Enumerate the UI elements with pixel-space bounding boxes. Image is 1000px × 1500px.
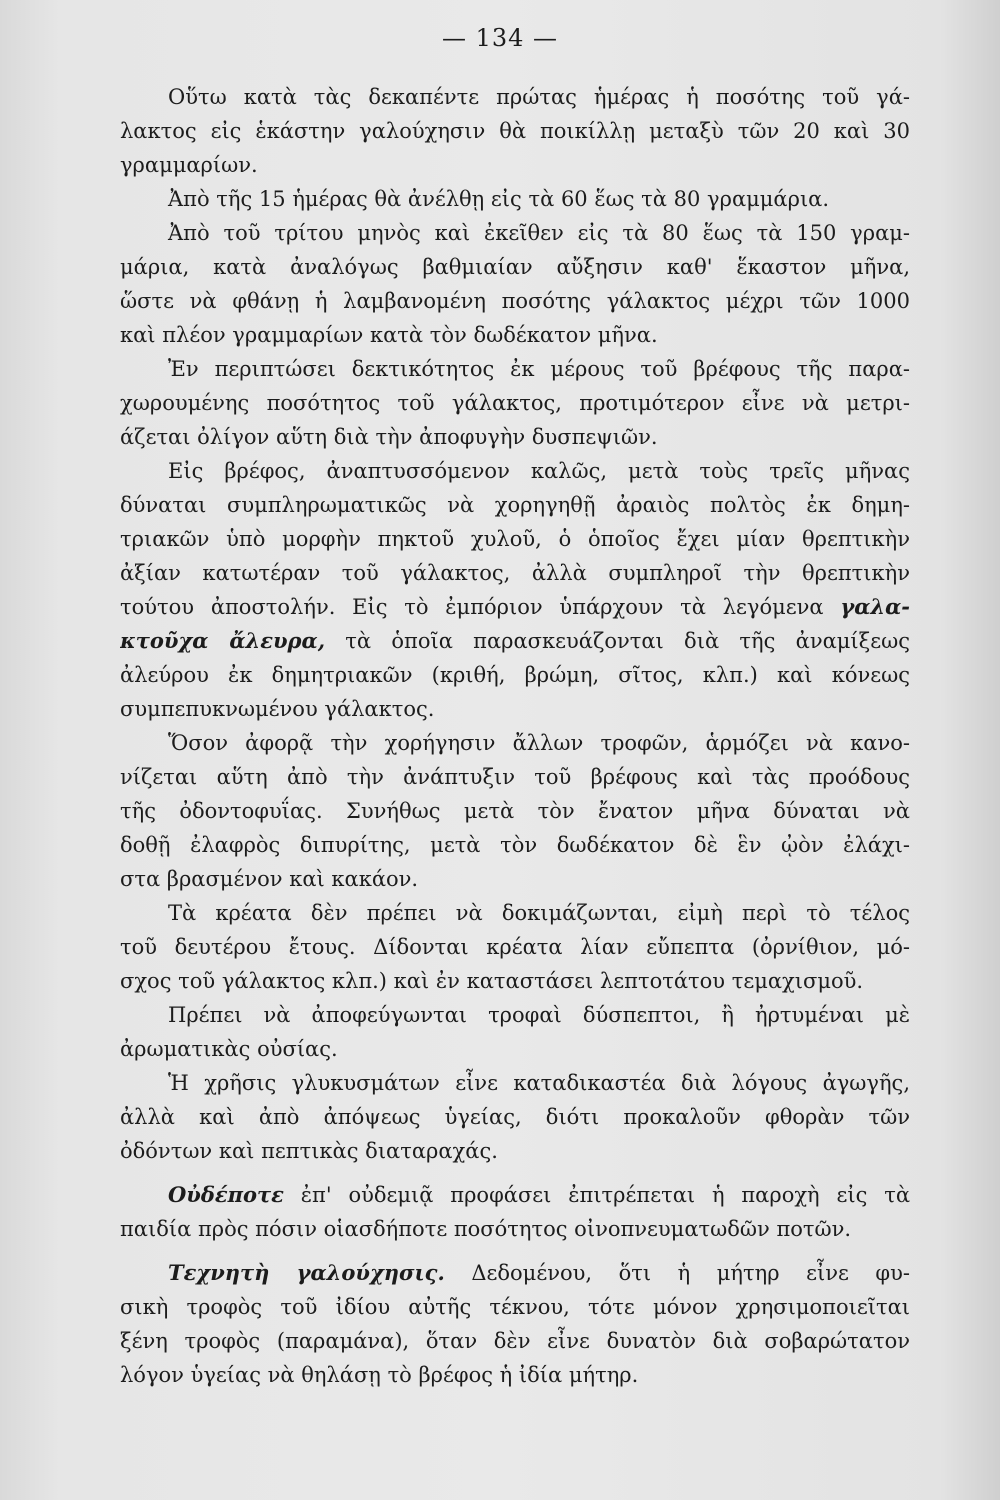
text-line: νίζεται αὕτη ἀπὸ τὴν ἀνάπτυξιν τοῦ βρέφους καὶ τὰς προόδους (120, 765, 910, 789)
text-span: τὰ ὁποῖα παρασκευάζονται διὰ τῆς ἀναμίξεως (325, 629, 910, 653)
text-line: λόγον ὑγείας νὰ θηλάσῃ τὸ βρέφος ἡ ἰδία μήτηρ. (120, 1363, 639, 1387)
text-line: Ἡ χρῆσις γλυκυσμάτων εἶνε καταδικαστέα διὰ λόγους ἀγωγῆς, (168, 1071, 910, 1095)
text-line: Εἰς βρέφος, ἀναπτυσσόμενον καλῶς, μετὰ τοὺς τρεῖς μῆνας (168, 459, 910, 483)
paragraph-gap (120, 1168, 910, 1178)
text-line: Ἀπὸ τῆς 15 ἡμέρας θὰ ἀνέλθῃ εἰς τὰ 60 ἕως τὰ 80 γραμμάρια. (168, 187, 830, 211)
text-line: τριακῶν ὑπὸ μορφὴν πηκτοῦ χυλοῦ, ὁ ὁποῖος ἔχει μίαν θρεπτικὴν (120, 527, 910, 551)
text-line (120, 1178, 910, 1212)
body-text (120, 80, 910, 1392)
text-line: Ὅσον ἀφορᾷ τὴν χορήγησιν ἄλλων τροφῶν, ἁρμόζει νὰ κανο- (168, 731, 910, 755)
text-line: ἀλεύρου ἐκ δημητριακῶν (κριθή, βρώμη, σῖτος, κλπ.) καὶ κόνεως (120, 663, 910, 687)
page-number: — 134 — (441, 24, 559, 52)
text-line: Τὰ κρέατα δὲν πρέπει νὰ δοκιμάζωνται, εἰμὴ περὶ τὸ τέλος (168, 901, 910, 925)
emphasized-term: γαλα- (840, 594, 910, 619)
text-line: ξένη τροφὸς (παραμάνα), ὅταν δὲν εἶνε δυνατὸν διὰ σοβαρώτατον (120, 1329, 910, 1353)
text-line: σικὴ τροφὸς τοῦ ἰδίου αὐτῆς τέκνου, τότε μόνον χρησιμοποιεῖται (120, 1295, 910, 1319)
text-line: ἀξίαν κατωτέραν τοῦ γάλακτος, ἀλλὰ συμπληροῖ τὴν θρεπτικὴν (120, 561, 910, 585)
text-line: γραμμαρίων. (120, 153, 258, 177)
text-line: Πρέπει νὰ ἀποφεύγωνται τροφαὶ δύσπεπτοι, ἢ ἠρτυμέναι μὲ (168, 1003, 910, 1027)
text-line: τῆς ὀδοντοφυΐας. Συνήθως μετὰ τὸν ἔνατον μῆνα δύναται νὰ (120, 799, 910, 823)
text-line: ἀλλὰ καὶ ἀπὸ ἀπόψεως ὑγείας, διότι προκαλοῦν φθορὰν τῶν (120, 1105, 910, 1129)
text-span: Δεδομένου, ὅτι ἡ μήτηρ εἶνε φυ- (444, 1261, 910, 1285)
text-line: ὀδόντων καὶ πεπτικὰς διαταραχάς. (120, 1139, 498, 1163)
text-line: ἀρωματικὰς οὐσίας. (120, 1037, 338, 1061)
text-line: τοῦ δευτέρου ἔτους. Δίδονται κρέατα λίαν εὔπεπτα (ὀρνίθιον, μό- (120, 935, 910, 959)
text-line: άζεται ὀλίγον αὕτη διὰ τὴν ἀποφυγὴν δυσπεψιῶν. (120, 425, 658, 449)
text-line: χωρουμένης ποσότητος τοῦ γάλακτος, προτιμότερον εἶνε νὰ μετρι- (120, 391, 910, 415)
text-line: στα βρασμένον καὶ κακάον. (120, 867, 419, 891)
emphasized-term: κτοῦχα ἄλευρα, (120, 628, 325, 653)
text-line: σχος τοῦ γάλακτος κλπ.) καὶ ἐν καταστάσει λεπτοτάτου τεμαχισμοῦ. (120, 969, 864, 993)
emphasized-term: Οὐδέποτε (168, 1182, 284, 1207)
text-span: ἐπ' οὐδεμιᾷ προφάσει ἐπιτρέπεται ἡ παροχὴ εἰς τὰ (283, 1183, 910, 1207)
text-line (120, 1256, 910, 1290)
text-line: δοθῇ ἐλαφρὸς διπυρίτης, μετὰ τὸν δωδέκατον δὲ ἓν ᾠὸν ἐλάχι- (120, 833, 910, 857)
text-line: μάρια, κατὰ ἀναλόγως βαθμιαίαν αὔξησιν καθ' ἕκαστον μῆνα, (120, 255, 910, 279)
text-line: Ἐν περιπτώσει δεκτικότητος ἐκ μέρους τοῦ βρέφους τῆς παρα- (168, 357, 910, 381)
paragraph-gap (120, 1246, 910, 1256)
text-line: καὶ πλέον γραμμαρίων κατὰ τὸν δωδέκατον μῆνα. (120, 323, 658, 347)
text-line: συμπεπυκνωμένου γάλακτος. (120, 697, 435, 721)
text-span: τούτου ἀποστολήν. Εἰς τὸ ἐμπόριον ὑπάρχουν τὰ λεγόμενα (120, 595, 841, 619)
text-line (120, 590, 910, 624)
text-line: λακτος εἰς ἑκάστην γαλούχησιν θὰ ποικίλλῃ μεταξὺ τῶν 20 καὶ 30 (120, 119, 910, 143)
text-line: Ἀπὸ τοῦ τρίτου μηνὸς καὶ ἐκεῖθεν εἰς τὰ 80 ἕως τὰ 150 γραμ- (168, 221, 910, 245)
text-line: παιδία πρὸς πόσιν οἱασδήποτε ποσότητος οἰνοπνευματωδῶν ποτῶν. (120, 1217, 852, 1241)
section-heading: Τεχνητὴ γαλούχησις. (168, 1260, 445, 1285)
text-line: δύναται συμπληρωματικῶς νὰ χορηγηθῇ ἀραιὸς πολτὸς ἐκ δημη- (120, 493, 910, 517)
text-line: ὥστε νὰ φθάνῃ ἡ λαμβανομένη ποσότης γάλακτος μέχρι τῶν 1000 (120, 289, 910, 313)
text-line (120, 624, 910, 658)
text-line: Οὕτω κατὰ τὰς δεκαπέντε πρώτας ἡμέρας ἡ ποσότης τοῦ γά- (168, 85, 910, 109)
